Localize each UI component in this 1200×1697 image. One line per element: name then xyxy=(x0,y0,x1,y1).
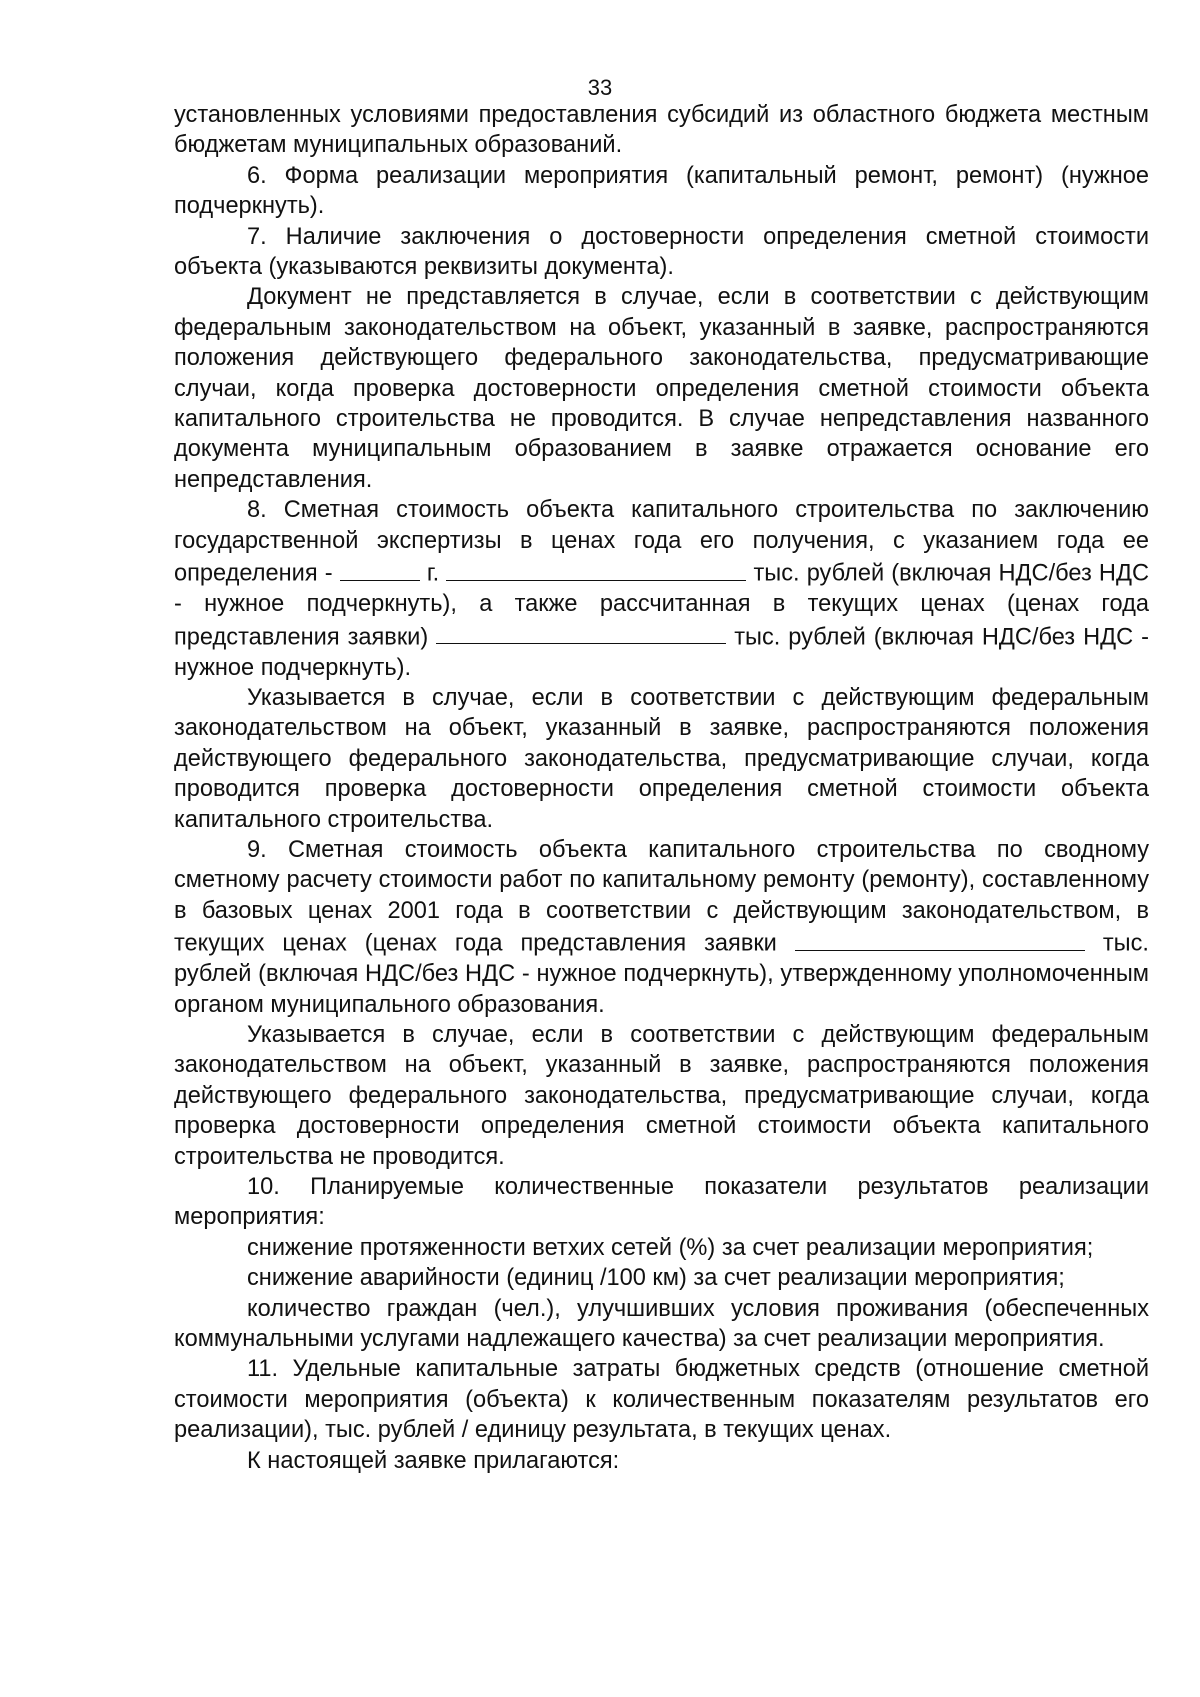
item-8-text-middle: тыс. рублей (включая НДС/без НДС - нужное подчеркнуть), а также рассчитанная в текущих ценах (ценах года представления заявки) xyxy=(174,560,1149,651)
item-8-text-start: 8. Сметная стоимость объекта капитального строительства по заключению государственной экспертизы в ценах года его получения, с указанием года ее определения - xyxy=(174,497,1149,587)
item-9-amount-blank-line xyxy=(795,926,1085,951)
paragraph-item-7: 7. Наличие заключения о достоверности определения сметной стоимости объекта (указываются реквизиты документа). xyxy=(174,223,1149,281)
item-9-text-start: 9. Сметная стоимость объекта капитального строительства по сводному сметному расчету стоимости работ по капитальному ремонту (ремонту), составленному в базовых ценах 2001 года в соответствии с действующим законодательством, в текущих ценах (ценах года представления заявки xyxy=(174,836,1149,957)
indicator-accident-reduction: снижение аварийности (единиц /100 км) за счет реализации мероприятия; xyxy=(247,1265,1065,1292)
paragraph-item-9 xyxy=(174,835,1149,1020)
paragraph-document-note: Документ не представляется в случае, если в соответствии с действующим федеральным законодательством на объект, указанный в заявке, распространяются положения действующего федерального законодательства, предусматривающие случаи, когда проверка достоверности определения сметной стоимости объекта капитального строительства не проводится. В случае непредставления названного документа муниципальным образованием в заявке отражается основание его непредставления. xyxy=(174,284,1149,493)
paragraph-item-8 xyxy=(174,495,1149,683)
paragraph-continuation: установленных условиями предоставления субсидий из областного бюджета местным бюджетам муниципальных образований. xyxy=(174,102,1149,159)
current-price-blank-line xyxy=(436,620,726,645)
indicator-network-reduction: снижение протяженности ветхих сетей (%) за счет реализации мероприятия; xyxy=(247,1234,1094,1261)
paragraph-item-6: 6. Форма реализации мероприятия (капитальный ремонт, ремонт) (нужное подчеркнуть). xyxy=(174,162,1149,220)
paragraph-item-9-note: Указывается в случае, если в соответствии с действующим федеральным законодательством на объект, указанный в заявке, распространяются положения действующего федерального законодательства, предусматривающие случаи, когда проверка достоверности определения сметной стоимости объекта капитального строительства не проводится. xyxy=(174,1021,1149,1170)
item-9-text-end: тыс. рублей (включая НДС/без НДС - нужное подчеркнуть), утвержденному уполномоченным органом муниципального образования. xyxy=(174,930,1149,1018)
item-8-year-suffix: г. xyxy=(426,560,440,587)
paragraph-item-8-note: Указывается в случае, если в соответствии с действующим федеральным законодательством на объект, указанный в заявке, распространяются положения действующего федерального законодательства, предусматривающие случаи, когда проводится проверка достоверности определения сметной стоимости объекта капитального строительства. xyxy=(174,684,1149,833)
indicator-citizens-count: количество граждан (чел.), улучшивших условия проживания (обеспеченных коммунальными услугами надлежащего качества) за счет реализации мероприятия. xyxy=(174,1295,1149,1353)
document-body xyxy=(174,100,1149,1476)
year-blank-line xyxy=(340,556,420,581)
paragraph-attachments: К настоящей заявке прилагаются: xyxy=(247,1447,620,1474)
item-8-text-end: тыс. рублей (включая НДС/без НДС - нужное подчеркнуть). xyxy=(174,624,1150,681)
amount-blank-line xyxy=(446,556,746,581)
page-number: 33 xyxy=(587,75,613,100)
paragraph-item-10: 10. Планируемые количественные показатели результатов реализации мероприятия: xyxy=(174,1174,1149,1231)
paragraph-item-11: 11. Удельные капитальные затраты бюджетных средств (отношение сметной стоимости мероприятия (объекта) к количественным показателям результатов его реализации), тыс. рублей / единицу результата, в текущих ценах. xyxy=(174,1356,1149,1444)
